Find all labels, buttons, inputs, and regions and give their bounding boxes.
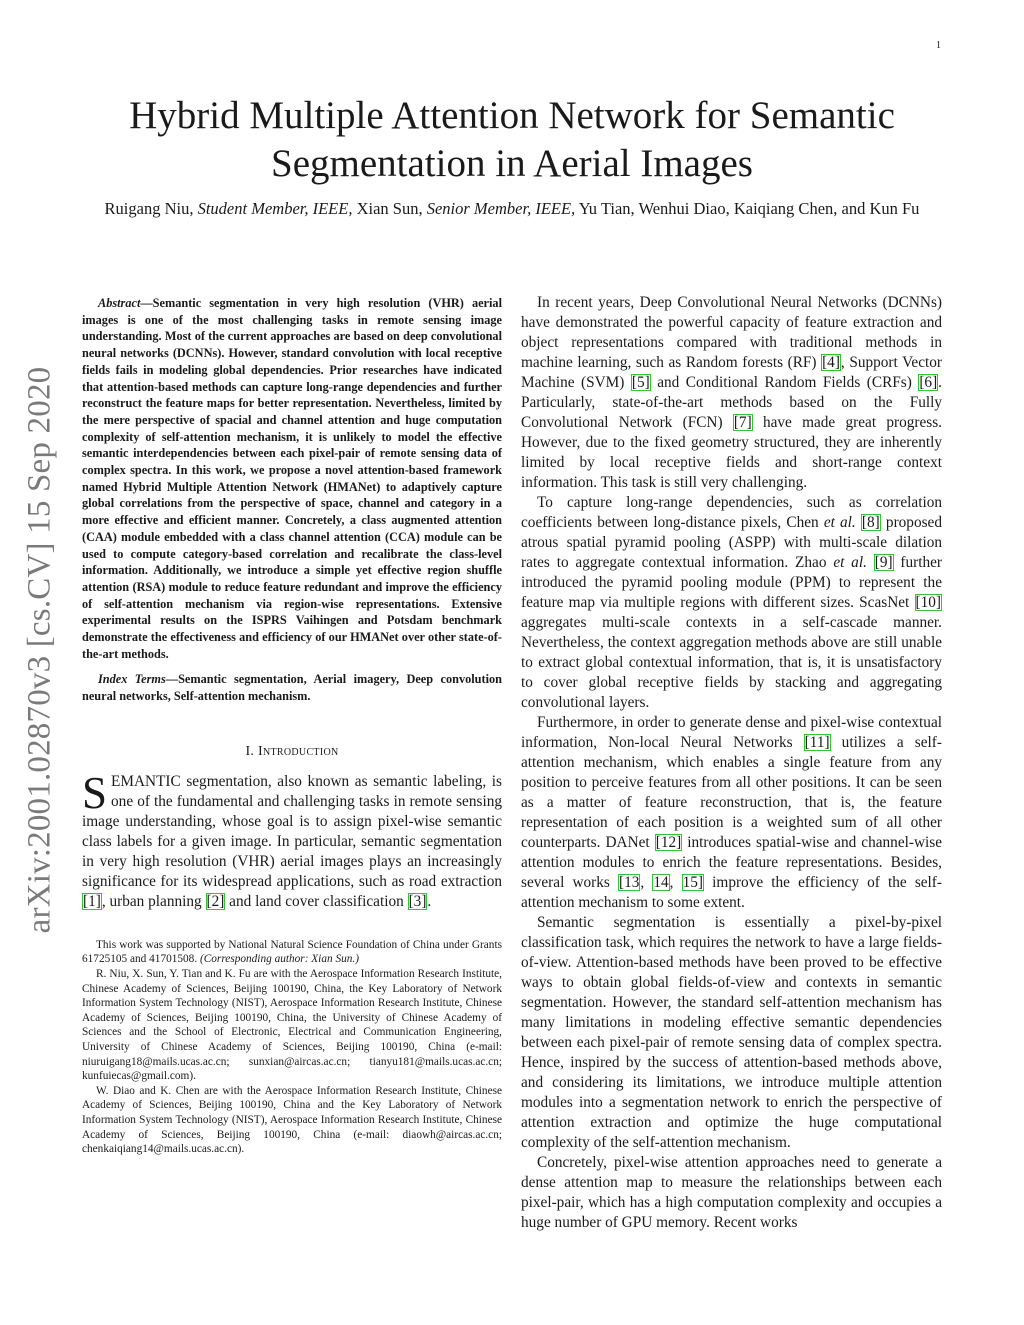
body-text: have made great progress. However, due to the fixed geometry structured, they are inherently limited by local receptive fields and short-range context information. This task is still very challenging.: [521, 414, 942, 491]
et-al: et al.: [823, 514, 856, 531]
intro-text: segmentation, also known as semantic labeling, is one of the fundamental and challenging tasks in remote sensing image understanding, whose goal is to assign pixel-wise semantic class labels for a given image. In particular, semantic segmentation in very high resolution (VHR) aerial images plays an increasingly significance for its widespread applications, such as road extraction: [82, 772, 502, 890]
author-1-role: Student Member, IEEE,: [197, 199, 353, 218]
right-column: [521, 293, 942, 1233]
body-text: further introduced the pyramid pooling module (PPM) to represent the feature map via multiple regions with different sizes. ScasNet: [521, 554, 942, 611]
citation-link[interactable]: [1]: [83, 892, 101, 910]
citation-link[interactable]: [2]: [206, 892, 225, 910]
citation-link[interactable]: [7]: [733, 414, 752, 431]
citation-link[interactable]: [5]: [631, 374, 650, 391]
page-number: 1: [936, 40, 941, 51]
author-1: Ruigang Niu,: [104, 199, 198, 218]
citation-link[interactable]: [9]: [874, 554, 893, 571]
drop-cap: S: [82, 767, 108, 818]
index-terms-label: Index Terms: [98, 672, 166, 687]
body-text: ,: [640, 874, 653, 891]
authors-rest: Yu Tian, Wenhui Diao, Kaiqiang Chen, and Kun Fu: [575, 199, 920, 218]
citation-link[interactable]: [8]: [861, 514, 880, 531]
body-paragraph: Semantic segmentation is essentially a pixel-by-pixel classification task, which requires the network to have a large fields-of-view. Attention-based methods have been proved to be effective ways to obtain global fields-of-view and contexts in semantic segmentation. However, the standard self-attention mechanism has many limitations in modeling effective semantic dependencies between each pixel-pair of remote sensing data of complex spectra. Hence, inspired by the success of attention-based methods above, and considering its limitations, we introduce multiple attention modules into a segmentation network to enrich the perspective of attention extraction and optimize the huge computational complexity of the self-attention mechanism.: [521, 914, 942, 1151]
body-text: improve the efficiency of the self-attention mechanism to some extent.: [521, 874, 942, 911]
body-text: In recent years, Deep Convolutional Neural Networks (DCNNs) have demonstrated the powerful capacity of feature extraction and object representations compared with traditional methods in machine learning, such as Random forests (RF): [521, 294, 942, 371]
body-text: Furthermore, in order to generate dense and pixel-wise contextual information, Non-local Neural Networks: [521, 714, 942, 751]
arxiv-identifier-stamp: [10, 360, 70, 940]
intro-text: .: [427, 892, 432, 910]
footnote-affiliation-2: W. Diao and K. Chen are with the Aerospace Information Research Institute, Chinese Academy of Sciences, Beijing 100190, China and the Key Laboratory of Network Information System Technology (NIST), Aerospace Information Research Institute, Chinese Academy of Sciences, Beijing 100190, China (e-mail: diaowh@aircas.ac.cn; chenkaiqiang14@mails.ucas.ac.cn).: [82, 1084, 502, 1156]
intro-paragraph: [82, 767, 502, 912]
citation-link[interactable]: 15]: [682, 874, 704, 891]
body-text: utilizes a self-attention mechanism, which enables a single feature from any position to perceive features from all other positions. It can be seen as a matter of feature reconstruction, that is, the feature representation of each position is a weighted sum of all other counterparts. DANet: [521, 734, 942, 851]
body-paragraph: Concretely, pixel-wise attention approaches need to generate a dense attention map to measure the relationships between each pixel-pair, which has a high computation complexity and occupies a huge number of GPU memory. Recent works: [521, 1154, 942, 1231]
body-text: [867, 554, 874, 571]
citation-link[interactable]: [4]: [822, 354, 840, 371]
section-heading-introduction: [82, 744, 502, 760]
et-al: et al.: [833, 554, 867, 571]
paper-title: Hybrid Multiple Attention Network for Semantic Segmentation in Aerial Images: [129, 94, 895, 185]
footnote-text: This work was supported by National Natural Science Foundation of China under Grants 61725105 and 41701508.: [82, 938, 502, 966]
body-text: , Support Vector Machine (SVM): [521, 354, 942, 391]
body-text: ,: [669, 874, 682, 891]
citation-link[interactable]: 14: [653, 874, 669, 891]
body-text: . Particularly, state-of-the-art methods based on the Fully Convolutional Network (FCN): [521, 374, 942, 431]
body-text: To capture long-range dependencies, such as correlation coefficients between long-distance pixels, Chen: [521, 494, 942, 531]
body-text: proposed atrous spatial pyramid pooling (ASPP) with multi-scale dilation rates to aggregate contextual information. Zhao: [521, 514, 942, 571]
section-number: I.: [245, 743, 259, 759]
footnote-affiliation-1: R. Niu, X. Sun, Y. Tian and K. Fu are with the Aerospace Information Research Institute, Chinese Academy of Sciences, Beijing 100190, China, the Key Laboratory of Network Information System Technology (NIST), Aerospace Information Research Institute, Chinese Academy of Sciences, Beijing 100190, China, the University of Chinese Academy of Sciences and the School of Electronic, Electrical and Communication Engineering, University of Chinese Academy of Sciences, Beijing 100190, China (e-mail: niuruigang18@mails.ucas.ac.cn; sunxian@aircas.ac.cn; tianyu181@mails.ucas.ac.cn; kunfuiecas@gmail.com).: [82, 968, 502, 1083]
intro-text: , urban planning: [101, 892, 206, 910]
body-text: introduces spatial-wise and channel-wise attention modules to enrich the feature representations. Besides, several works: [521, 834, 942, 891]
left-column: [82, 295, 502, 1157]
citation-link[interactable]: [10]: [915, 594, 941, 611]
body-paragraph: [521, 493, 942, 713]
abstract-text: —Semantic segmentation in very high resolution (VHR) aerial images is one of the most challenging tasks in remote sensing image understanding. Most of the current approaches are based on deep convolutional neural networks (DCNNs). However, standard convolution with local receptive fields fails in modeling global dependencies. Prior researches have indicated that attention-based methods can capture long-range dependencies and further reconstruct the feature maps for better representation. Nevertheless, limited by the mere perspective of spacial and channel attention and huge computation complexity of self-attention mechanism, it is unlikely to model the effective semantic interdependencies between each pixel-pair of remote sensing data of complex spectra. In this work, we propose a novel attention-based framework named Hybrid Multiple Attention Network (HMANet) to adaptively capture global correlations from the perspective of space, channel and category in a more effective and efficient manner. Concretely, a class augmented attention (CAA) module embedded with a class channel attention (CCA) module can be used to compute category-based correlation and recalibrate the class-level information. Additionally, we introduce a simple yet effective region shuffle attention (RSA) module to reduce feature redundant and improve the efficiency of self-attention mechanism via region-wise representations. Extensive experimental results on the ISPRS Vaihingen and Potsdam benchmark demonstrate the effectiveness and efficiency of our HMANet over other state-of-the-art methods.: [82, 296, 502, 661]
body-paragraph: [521, 293, 942, 493]
author-list: [80, 198, 944, 220]
body-paragraph: [521, 713, 942, 913]
footnote-corresponding-author: (Corresponding author: Xian Sun.): [199, 953, 359, 966]
author-2-role: Senior Member, IEEE,: [426, 199, 576, 218]
footnote-funding: [82, 938, 502, 967]
abstract: [82, 295, 502, 662]
footnotes: [82, 938, 502, 1157]
citation-link[interactable]: [13: [618, 874, 640, 891]
arxiv-identifier-text: arXiv:2001.02870v3 [cs.CV] 15 Sep 2020: [21, 366, 58, 934]
body-text: and Conditional Random Fields (CRFs): [650, 374, 919, 391]
index-terms: [82, 671, 502, 704]
body-text: aggregates multi-scale contexts in a self-cascade manner. Nevertheless, the context aggregation methods above are still unable to extract global contextual information, that is, it is unsatisfactory to cover global receptive fields by stacking and aggregating convolutional layers.: [521, 614, 942, 711]
author-2: Xian Sun,: [352, 199, 427, 218]
citation-link[interactable]: [12]: [655, 834, 682, 851]
citation-link[interactable]: [6]: [919, 374, 938, 391]
section-title: Introduction: [258, 743, 339, 759]
intro-text: and land cover classification: [225, 892, 408, 910]
citation-link[interactable]: [3]: [408, 892, 427, 910]
abstract-label: Abstract: [98, 296, 141, 310]
intro-lead-word: EMANTIC: [111, 772, 181, 790]
citation-link[interactable]: [11]: [804, 734, 830, 751]
index-terms-text: —Semantic segmentation, Aerial imagery, Deep convolution neural networks, Self-attention mechanism.: [82, 672, 502, 704]
